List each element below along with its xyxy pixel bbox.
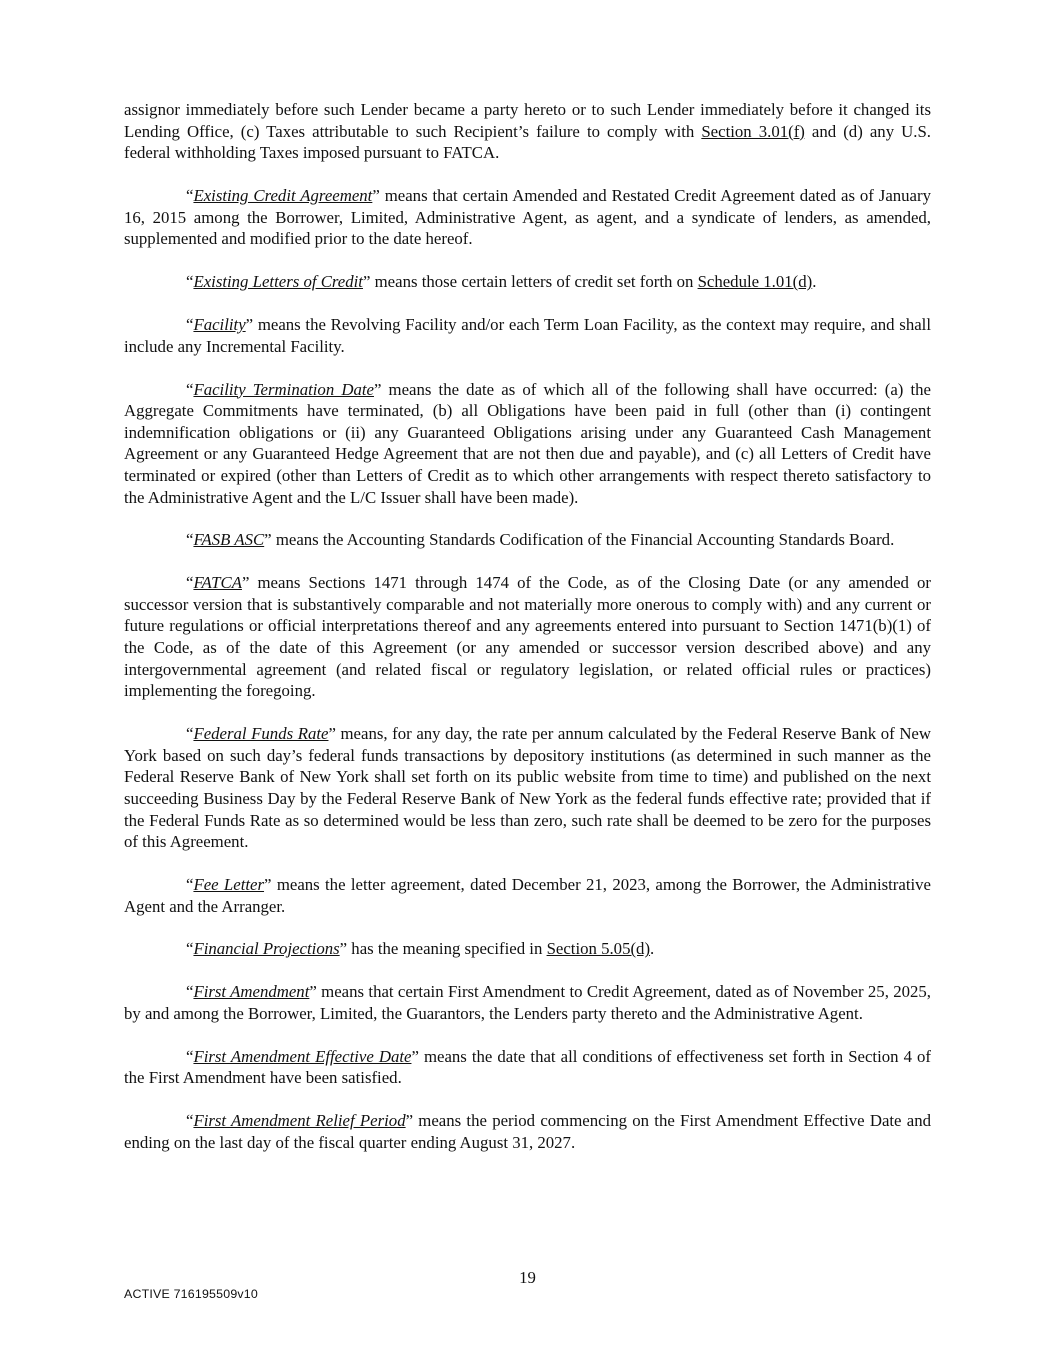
definition-existing-credit-agreement — [124, 185, 931, 250]
open-quote: “ — [186, 573, 194, 593]
defined-term: Facility — [193, 315, 246, 335]
definition-first-amendment-relief-period — [124, 1110, 931, 1153]
defined-term: First Amendment Effective Date — [193, 1046, 412, 1066]
definition-text: means the Accounting Standards Codification of the Financial Accounting Standards Board. — [271, 530, 895, 550]
definition-financial-projections — [124, 938, 931, 960]
definition-text: . — [812, 272, 817, 292]
definition-first-amendment-effective-date — [124, 1046, 931, 1089]
defined-term: Existing Letters of Credit — [193, 272, 363, 292]
open-quote: “ — [186, 1111, 194, 1131]
defined-term: Existing Credit Agreement — [193, 186, 373, 206]
open-quote: “ — [186, 982, 194, 1002]
definition-text: means the date that all conditions of effectiveness set forth in Section 4 of the First Amendment have been satisfied. — [124, 1046, 931, 1088]
open-quote: “ — [186, 724, 194, 744]
close-quote: ” — [328, 724, 336, 744]
defined-term: First Amendment — [193, 982, 310, 1002]
paragraph-excluded-taxes-continuation — [124, 99, 931, 164]
close-quote: ” — [309, 982, 317, 1002]
defined-term: Fee Letter — [193, 875, 265, 894]
open-quote: “ — [186, 186, 194, 206]
open-quote: “ — [186, 939, 194, 959]
definition-text: means the date as of which all of the following shall have occurred: (a) the Aggregate Commitments have terminated, (b) all Obligations have been paid in full (other than (i) contingent indemnification obligations or (ii) any Guaranteed Obligations arising under any Guaranteed Cash Management Agreement or any Guaranteed Hedge Agreement that are not then due and payable), and (c) all Letters of Credit have terminated or expired (other than Letters of Credit as to which other arrangements with respect thereto satisfactory to the Administrative Agent and the L/C Issuer shall have been made). — [124, 379, 931, 507]
definition-text: means the period commencing on the First Amendment Effective Date and ending on the last day of the fiscal quarter ending August 31, 2027. — [124, 1111, 931, 1152]
definition-fee-letter — [124, 874, 931, 917]
close-quote: ” — [339, 939, 348, 959]
defined-term: FATCA — [193, 573, 242, 593]
open-quote: “ — [186, 875, 194, 894]
open-quote: “ — [186, 530, 194, 550]
defined-term: Financial Projections — [193, 939, 340, 959]
open-quote: “ — [186, 379, 194, 399]
open-quote: “ — [186, 272, 194, 292]
definition-text: means that certain First Amendment to Credit Agreement, dated as of November 25, 2025, by and among the Borrower, Limited, the Guarantors, the Lenders party thereto and the Administrative Agent. — [124, 982, 932, 1023]
page-number: 19 — [519, 1268, 536, 1287]
definition-text: has the meaning specified in — [347, 939, 547, 959]
close-quote: ” — [245, 315, 254, 335]
definition-facility-termination-date — [124, 379, 931, 509]
schedule-reference: Schedule 1.01(d) — [697, 272, 813, 292]
close-quote: ” — [372, 186, 380, 206]
definition-fasb-asc — [124, 529, 931, 551]
definition-fatca — [124, 572, 931, 702]
close-quote: ” — [411, 1046, 419, 1066]
paragraph-text: and (d) any U.S. federal withholding Taxes imposed pursuant to FATCA. — [124, 121, 931, 163]
close-quote: ” — [264, 875, 272, 894]
defined-term: Federal Funds Rate — [193, 724, 329, 744]
definition-text: means that certain Amended and Restated Credit Agreement dated as of January 16, 2015 among the Borrower, Limited, Administrative Agent, as agent, and a syndicate of lenders, as amended, supplemented and modified prior to the date hereof. — [124, 186, 931, 249]
defined-term: FASB ASC — [193, 530, 265, 550]
definition-text: means, for any day, the rate per annum calculated by the Federal Reserve Bank of New York based on such day’s federal funds transactions by depository institutions (as determined in such manner as the Federal Reserve Bank of New York shall set forth on its public website from time to time) and published on the next succeeding Business Day by the Federal Reserve Bank of New York as the federal funds effective rate; provided that if the Federal Funds Rate as so determined would be less than zero, such rate shall be deemed to be zero for the purposes of this Agreement. — [124, 724, 932, 852]
definition-text: means those certain letters of credit set forth on — [370, 272, 698, 292]
definition-text: means the Revolving Facility and/or each Term Loan Facility, as the context may require, and shall include any Incremental Facility. — [124, 315, 931, 356]
close-quote: ” — [241, 573, 250, 593]
close-quote: ” — [264, 530, 272, 550]
definition-text: . — [650, 939, 655, 959]
open-quote: “ — [186, 315, 194, 335]
definition-existing-letters-of-credit — [124, 271, 931, 293]
definition-text: means Sections 1471 through 1474 of the Code, as of the Closing Date (or any amended or successor version that is substantively comparable and not materially more onerous to comply with) and any current or future regulations or official interpretations thereof and any agreements entered into pursuant to Section 1471(b)(1) of the Code, as of the date of this Agreement (or any amended or successor version described above) and any intergovernmental agreement (and related fiscal or regulatory legislation, or related official rules or practices) implementing the foregoing. — [124, 573, 931, 701]
definition-first-amendment — [124, 981, 931, 1024]
close-quote: ” — [405, 1111, 414, 1131]
close-quote: ” — [373, 379, 382, 399]
definition-federal-funds-rate — [124, 723, 931, 853]
section-reference: Section 3.01(f) — [701, 121, 805, 141]
paragraph-text: assignor immediately before such Lender became a party hereto or to such Lender immediately before it changed its Lending Office, (c) Taxes attributable to such Recipient’s failure to comply with — [124, 100, 931, 141]
open-quote: “ — [186, 1046, 194, 1066]
page-body — [124, 99, 931, 1175]
defined-term: Facility Termination Date — [193, 379, 374, 399]
defined-term: First Amendment Relief Period — [193, 1111, 406, 1131]
document-id: ACTIVE 716195509v10 — [124, 1287, 258, 1301]
close-quote: ” — [362, 272, 371, 292]
section-reference: Section 5.05(d) — [546, 939, 651, 959]
definition-text: means the letter agreement, dated December 21, 2023, among the Borrower, the Administrative Agent and the Arranger. — [124, 875, 931, 916]
definition-facility — [124, 314, 931, 357]
